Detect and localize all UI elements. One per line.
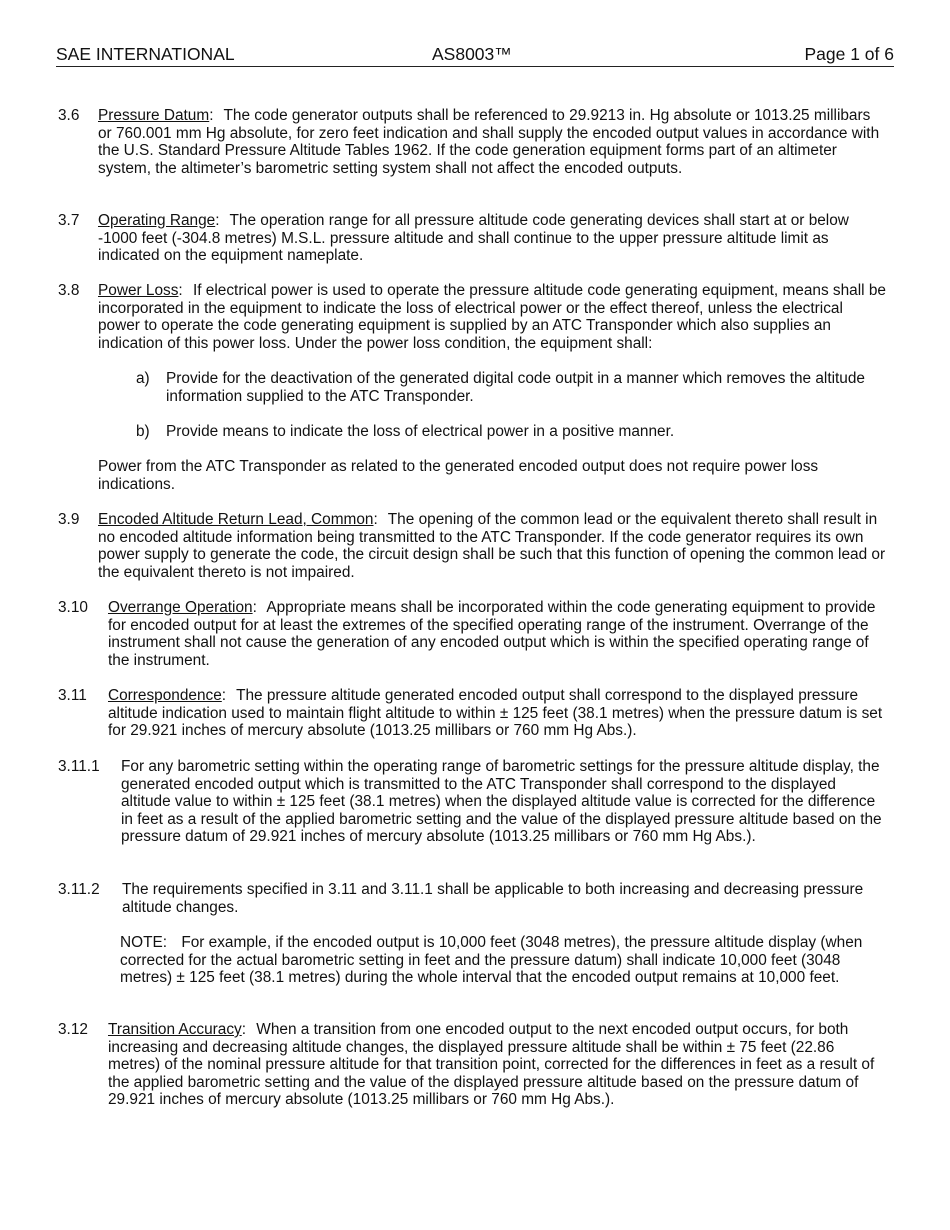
- section-text: For any barometric setting within the operating range of barometric settings for the pressure altitude display, the generated encoded output which is transmitted to the ATC Transponder shall correspond to the displayed altitude value to within ± 125 feet (38.1 metres) when the displayed altitude value is corrected for the difference in feet as a result of the applied barometric setting and the value of the displayed pressure altitude based on the pressure datum of 29.921 inches of mercury absolute (1013.25 millibars or 760 mm Hg Abs.).: [121, 758, 882, 846]
- note-text: For example, if the encoded output is 10,000 feet (3048 metres), the pressure altitude display (when corrected for the actual barometric setting in feet and the pressure datum) shall indicate 10,000 feet (3048 metres) ± 125 feet (38.1 metres) during the whole interval that the encoded output remains at 10,000 feet.: [120, 934, 863, 987]
- section-number: 3.9: [58, 511, 80, 528]
- section-3-8-after-text: Power from the ATC Transponder as related to the generated encoded output does not require power loss indications.: [98, 458, 819, 493]
- page-header: [56, 44, 894, 67]
- section-text: The requirements specified in 3.11 and 3.11.1 shall be applicable to both increasing and decreasing pressure altitude changes.: [122, 881, 864, 916]
- section-number: 3.11.2: [58, 881, 100, 898]
- section-title: Overrange Operation: [108, 599, 253, 616]
- header-org: SAE INTERNATIONAL: [56, 44, 235, 64]
- section-number: 3.10: [58, 599, 88, 616]
- section-body: Power Loss: If electrical power is used to operate the pressure altitude code generating equipment, means shall be incorporated in the equipment to indicate the loss of electrical power or the effect thereof, unless the electrical power to operate the code generating equipment is supplied by an ATC Transponder which also supplies an indication of this power loss. Under the power loss condition, the equipment shall:: [98, 282, 886, 352]
- section-title: Operating Range: [98, 212, 216, 229]
- section-3-11-1: [58, 758, 888, 866]
- list-item-text: Provide for the deactivation of the generated digital code outpit in a manner which removes the altitude information supplied to the ATC Transponder.: [166, 370, 865, 405]
- section-body: Operating Range: The operation range for all pressure altitude code generating devices shall start at or below -1000 feet (-304.8 metres) M.S.L. pressure altitude and shall continue to the upper pressure altitude limit as indicated on the equipment nameplate.: [98, 212, 849, 265]
- note-label: NOTE:: [120, 934, 168, 951]
- section-body: Encoded Altitude Return Lead, Common: The opening of the common lead or the equivalent thereto shall result in no encoded altitude information being transmitted to the ATC Transponder. If the code generator requires its own power supply to generate the code, the circuit design shall be such that this function of opening the common lead or the equivalent thereto is not impaired.: [98, 511, 886, 581]
- section-3-11-2: [58, 881, 888, 919]
- section-3-6: [58, 107, 888, 197]
- section-text: When a transition from one encoded output to the next encoded output occurs, for both increasing and decreasing altitude changes, the displayed pressure altitude shall be within ± 75 feet (22.86 metres) of the nominal pressure altitude for that transition point, corrected for the differences in feet as a result of the applied barometric setting and the value of the displayed pressure altitude based on the pressure datum of 29.921 inches of mercury absolute (1013.25 millibars or 760 mm Hg Abs.).: [108, 1021, 875, 1109]
- section-number: 3.8: [58, 282, 80, 299]
- section-number: 3.11: [58, 687, 87, 704]
- header-page-number: Page 1 of 6: [804, 44, 894, 64]
- section-text: The pressure altitude generated encoded output shall correspond to the displayed pressure altitude indication used to maintain flight altitude to within ± 125 feet (38.1 metres) when the pressure datum is set for 29.921 inches of mercury absolute (1013.25 millibars or 760 mm Hg Abs.).: [108, 687, 883, 740]
- list-item-label: a): [136, 370, 150, 387]
- section-number: 3.6: [58, 107, 80, 124]
- section-text: The code generator outputs shall be referenced to 29.9213 in. Hg absolute or 1013.25 millibars or 760.001 mm Hg absolute, for zero feet indication and shall supply the encoded output values in accordance with the U.S. Standard Pressure Altitude Tables 1962. If the code generation equipment forms part of an altimeter system, the altimeter’s barometric setting system shall not affect the encoded outputs.: [98, 107, 880, 177]
- section-3-7: [58, 212, 888, 267]
- list-item-text: Provide means to indicate the loss of electrical power in a positive manner.: [166, 423, 675, 440]
- section-title: Encoded Altitude Return Lead, Common: [98, 511, 374, 528]
- header-doc-id: AS8003™: [432, 44, 512, 64]
- list-item-label: b): [136, 423, 150, 440]
- note-block: [120, 934, 888, 987]
- section-body: Correspondence: The pressure altitude generated encoded output shall correspond to the displayed pressure altitude indication used to maintain flight altitude to within ± 125 feet (38.1 metres) when the pressure datum is set for 29.921 inches of mercury absolute (1013.25 millibars or 760 mm Hg Abs.).: [108, 687, 883, 740]
- section-text: If electrical power is used to operate the pressure altitude code generating equipment, means shall be incorporated in the equipment to indicate the loss of electrical power or the effect thereof, unless the electrical power to operate the code generating equipment is supplied by an ATC Transponder which also supplies an indication of this power loss. Under the power loss condition, the equipment shall:: [98, 282, 886, 352]
- section-3-8: [58, 282, 888, 354]
- section-text: The operation range for all pressure altitude code generating devices shall start at or below -1000 feet (-304.8 metres) M.S.L. pressure altitude and shall continue to the upper pressure altitude limit as indicated on the equipment nameplate.: [98, 212, 849, 265]
- section-title: Power Loss: [98, 282, 179, 299]
- section-number: 3.12: [58, 1021, 88, 1038]
- section-title: Transition Accuracy: [108, 1021, 242, 1038]
- section-title: Correspondence: [108, 687, 222, 704]
- section-body: Overrange Operation: Appropriate means shall be incorporated within the code generating equipment to provide for encoded output for at least the extremes of the specified operating range of the instrument. Overrange of the instrument shall not cause the generation of any encoded output which is within the specified operating range of the instrument.: [108, 599, 876, 669]
- section-body: Transition Accuracy: When a transition from one encoded output to the next encoded output occurs, for both increasing and decreasing altitude changes, the displayed pressure altitude shall be within ± 75 feet (22.86 metres) of the nominal pressure altitude for that transition point, corrected for the differences in feet as a result of the applied barometric setting and the value of the displayed pressure altitude based on the pressure datum of 29.921 inches of mercury absolute (1013.25 millibars or 760 mm Hg Abs.).: [108, 1021, 875, 1109]
- section-number: 3.7: [58, 212, 80, 229]
- section-text: Appropriate means shall be incorporated within the code generating equipment to provide for encoded output for at least the extremes of the specified operating range of the instrument. Overrange of the instrument shall not cause the generation of any encoded output which is within the specified operating range of the instrument.: [108, 599, 876, 669]
- section-number: 3.11.1: [58, 758, 100, 775]
- section-3-12: [58, 1021, 888, 1111]
- section-text: The opening of the common lead or the equivalent thereto shall result in no encoded altitude information being transmitted to the ATC Transponder. If the code generator requires its own power supply to generate the code, the circuit design shall be such that this function of opening the common lead or the equivalent thereto is not impaired.: [98, 511, 886, 581]
- section-body: Pressure Datum: The code generator outputs shall be referenced to 29.9213 in. Hg absolute or 1013.25 millibars or 760.001 mm Hg absolute, for zero feet indication and shall supply the encoded output values in accordance with the U.S. Standard Pressure Altitude Tables 1962. If the code generation equipment forms part of an altimeter system, the altimeter’s barometric setting system shall not affect the encoded outputs.: [98, 107, 880, 177]
- section-3-11: [58, 687, 888, 742]
- section-3-9: [58, 511, 888, 583]
- section-title: Pressure Datum: [98, 107, 210, 124]
- section-3-10: [58, 599, 888, 671]
